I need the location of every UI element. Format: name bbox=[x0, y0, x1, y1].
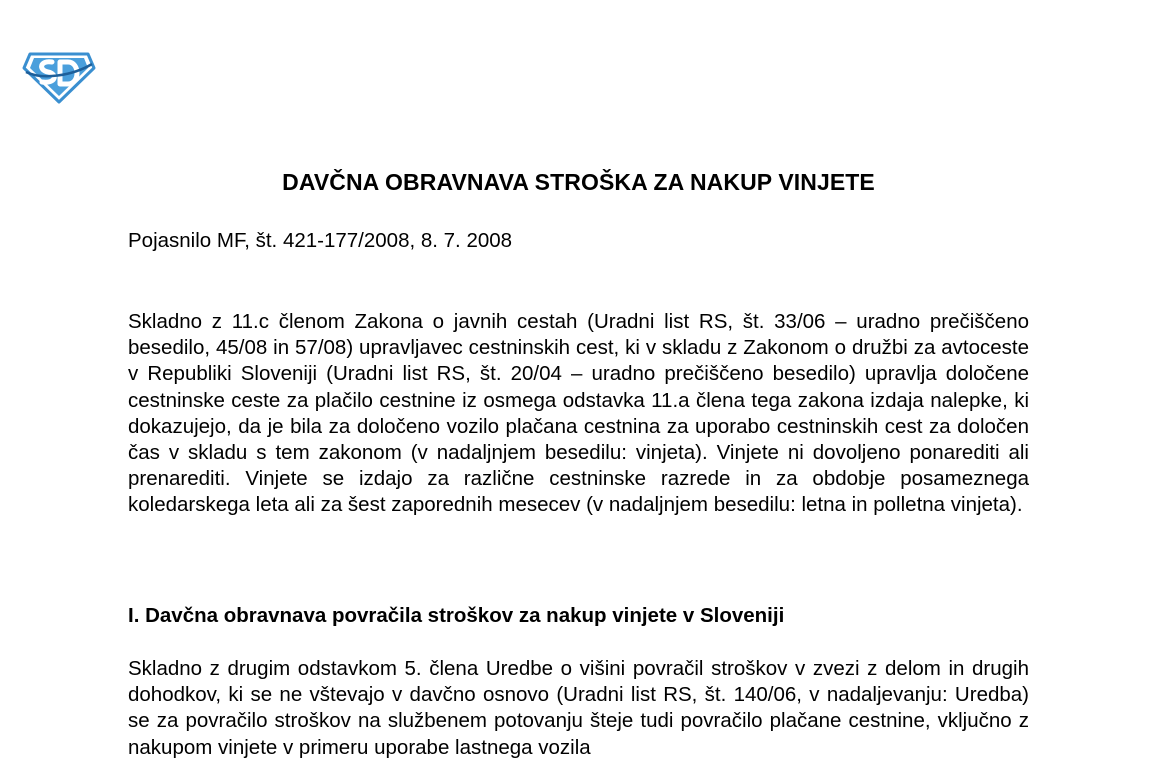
document-title: DAVČNA OBRAVNAVA STROŠKA ZA NAKUP VINJETE bbox=[282, 169, 875, 195]
paragraph-intro: Skladno z 11.c členom Zakona o javnih cestah (Uradni list RS, št. 33/06 – uradno prečiščeno besedilo, 45/08 in 57/08) upravljavec cestninskih cest, ki v skladu z Zakonom o družbi za avtoceste v Republiki Sloveniji (Uradni list RS, št. 20/04 – uradno prečiščeno besedilo) upravlja določene cestninske ceste za plačilo cestnine iz osmega odstavka 11.a člena tega zakona izdaja nalepke, ki dokazujejo, da je bila za določeno vozilo plačana cestnina za uporabo cestninskih cest za določen čas v skladu s tem zakonom (v nadaljnjem besedilu: vinjeta). Vinjete ni dovoljeno ponarediti ali prenarediti. Vinjete se izdajo za različne cestninske razrede in za obdobje posameznega koledarskega leta ali za šest zaporednih mesecev (v nadaljnjem besedilu: letna in polletna vinjeta). bbox=[128, 310, 1029, 517]
company-logo-icon bbox=[22, 46, 96, 104]
section-heading: I. Davčna obravnava povračila stroškov za nakup vinjete v Sloveniji bbox=[128, 604, 785, 627]
paragraph-section-1: Skladno z drugim odstavkom 5. člena Uredbe o višini povračil stroškov v zvezi z delom in drugih dohodkov, ki se ne vštevajo v davčno osnovo (Uradni list RS, št. 140/06, v nadaljevanju: Uredba) se za povračilo stroškov na službenem potovanju šteje tudi povračilo plačane cestnine, vključno z nakupom vinjete v primeru uporabe lastnega vozila bbox=[128, 657, 1029, 759]
document-subtitle: Pojasnilo MF, št. 421-177/2008, 8. 7. 2008 bbox=[128, 229, 513, 252]
